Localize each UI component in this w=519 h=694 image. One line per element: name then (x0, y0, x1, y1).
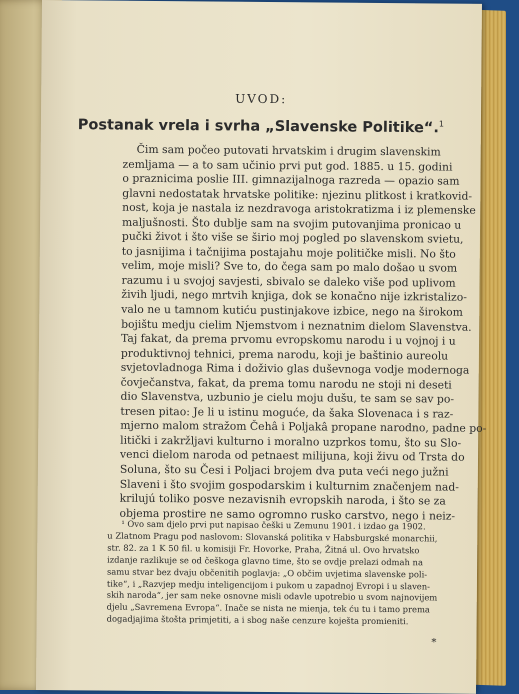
body-line: glavni nedostatak hrvatske politike: njezinu plitkost i kratkovid- (122, 186, 473, 203)
body-line: zemljama — a to sam učinio prvi put god. 1885. u 15. godini (122, 157, 453, 174)
body-line: razumu i u svojoj savjesti, sbivalo se daleko više pod uplivom (121, 273, 456, 290)
body-line: Taj fakat, da prema prvomu evropskomu narodu i u vojnoj i u (120, 331, 456, 348)
body-line: mjerno malom stražom Čehâ i Poljakâ propane narodno, padne po- (120, 419, 487, 436)
body-line: nost, koja je nastala iz nezdravoga aristokratizma i iz plemenske (122, 200, 476, 217)
footnote-line: dogadjajima štošta primjetiti, a i sbog naše cenzure koješta promieniti. (106, 613, 409, 627)
footnote-line: tike“, i „Razvjep medju inteligencijom i pukom u zapadnoj Evropi i u slaven- (106, 578, 431, 591)
body-line: dio Slavenstva, uzbunio je cielu moju dušu, te sam se sav po- (120, 389, 455, 406)
footnote-line: u Zlatnom Pragu pod naslovom: Slovanská politika v Habsburgské monarchii, (107, 530, 438, 544)
body-line: Čim sam počeo putovati hrvatskim i drugim slavenskim (136, 142, 441, 159)
footnote-line: djelu „Savremena Evropa“. Inače se nista ne mienja, tek ću tu i tamo prema (106, 601, 430, 615)
footnote-line: ¹ Ovo sam djelo prvi put napisao češki u Zemunu 1901. i izdao ga 1902. (121, 518, 426, 532)
footnote-line: str. 82. za 1 K 50 fil. u komisiji Fr. Hovorke, Praha, Žitná ul. Ovo hrvatsko (107, 542, 420, 556)
body-line: pučki život i što više se širio moj pogled po slavenskom svietu, (121, 229, 464, 246)
signature-mark: * (431, 637, 437, 649)
body-line: produktivnoj tehnici, prema narodu, koji je baštinio aureolu (120, 346, 449, 363)
body-line: venci dielom naroda od petnaest milijuna, koji živu od Trsta do (119, 448, 465, 465)
body-line: valo ne u tamnom kutiću pustinjakove izbice, nego na širokom (121, 302, 463, 319)
footnote (107, 519, 463, 629)
section-heading: UVOD: (235, 91, 288, 107)
body-line: litički i zakržljavi kulturno i moralno uzprkos tomu, što su Slo- (120, 433, 462, 450)
chapter-title (41, 116, 481, 137)
book-page (36, 0, 487, 694)
body-line: živih ljudi, nego mrtvih knjiga, dok se konačno nije izkristalizo- (121, 288, 467, 305)
body-line: tresen pitao: Je li u istinu moguće, da šaka Slovenaca i s raz- (120, 404, 454, 421)
body-text (119, 142, 487, 524)
body-line: krilujú toliko posve nezavisnih evropskih naroda, i što se za (119, 491, 446, 508)
body-line: objema prostire ne samo ogromno rusko carstvo, nego i neiz- (119, 506, 456, 523)
body-line: to jasnijima i tačnijima postajahu moje političke misli. No što (121, 244, 456, 261)
footnote-line: skih naroda“, jer sam neke osnovne misli odavle upotrebio u svom najnovijem (106, 590, 438, 603)
body-line: Soluna, što su Česi i Poljaci brojem dva puta veći nego južni (119, 462, 449, 479)
footnote-marker: 1 (438, 119, 445, 129)
footnote-line: izdanje razlikuje se od češkoga glavno time, što se ovdje prelazi odmah na (107, 554, 424, 568)
chapter-title-text: Postanak vrela i svrha „Slavenske Politike“. (77, 117, 439, 137)
body-line: svjetovladnoga Rima i doživio glas duševnoga vodje modernoga (120, 360, 470, 377)
body-line: maljušnosti. Što dublje sam na svojim putovanjima pronicao u (122, 215, 462, 232)
body-line: Slaveni i što svojim gospodarskim i kulturnim značenjem nad- (119, 477, 460, 494)
footnote-line: samu stvar bez dvaju občenitih poglavja: „O občim uvjetima slavenske poli- (106, 566, 428, 580)
body-line: bojištu medju cielim Njemstvom i neznatnim dielom Slavenstva. (121, 317, 472, 334)
body-line: velim, moje misli? Sve to, do čega sam po malo došao u svom (121, 259, 458, 276)
body-line: čovječanstva, fakat, da prema tomu narodu ne stoji ni deseti (120, 375, 452, 392)
body-line: o praznicima poslie III. gimnazijalnoga razreda — opazio sam (122, 171, 460, 188)
